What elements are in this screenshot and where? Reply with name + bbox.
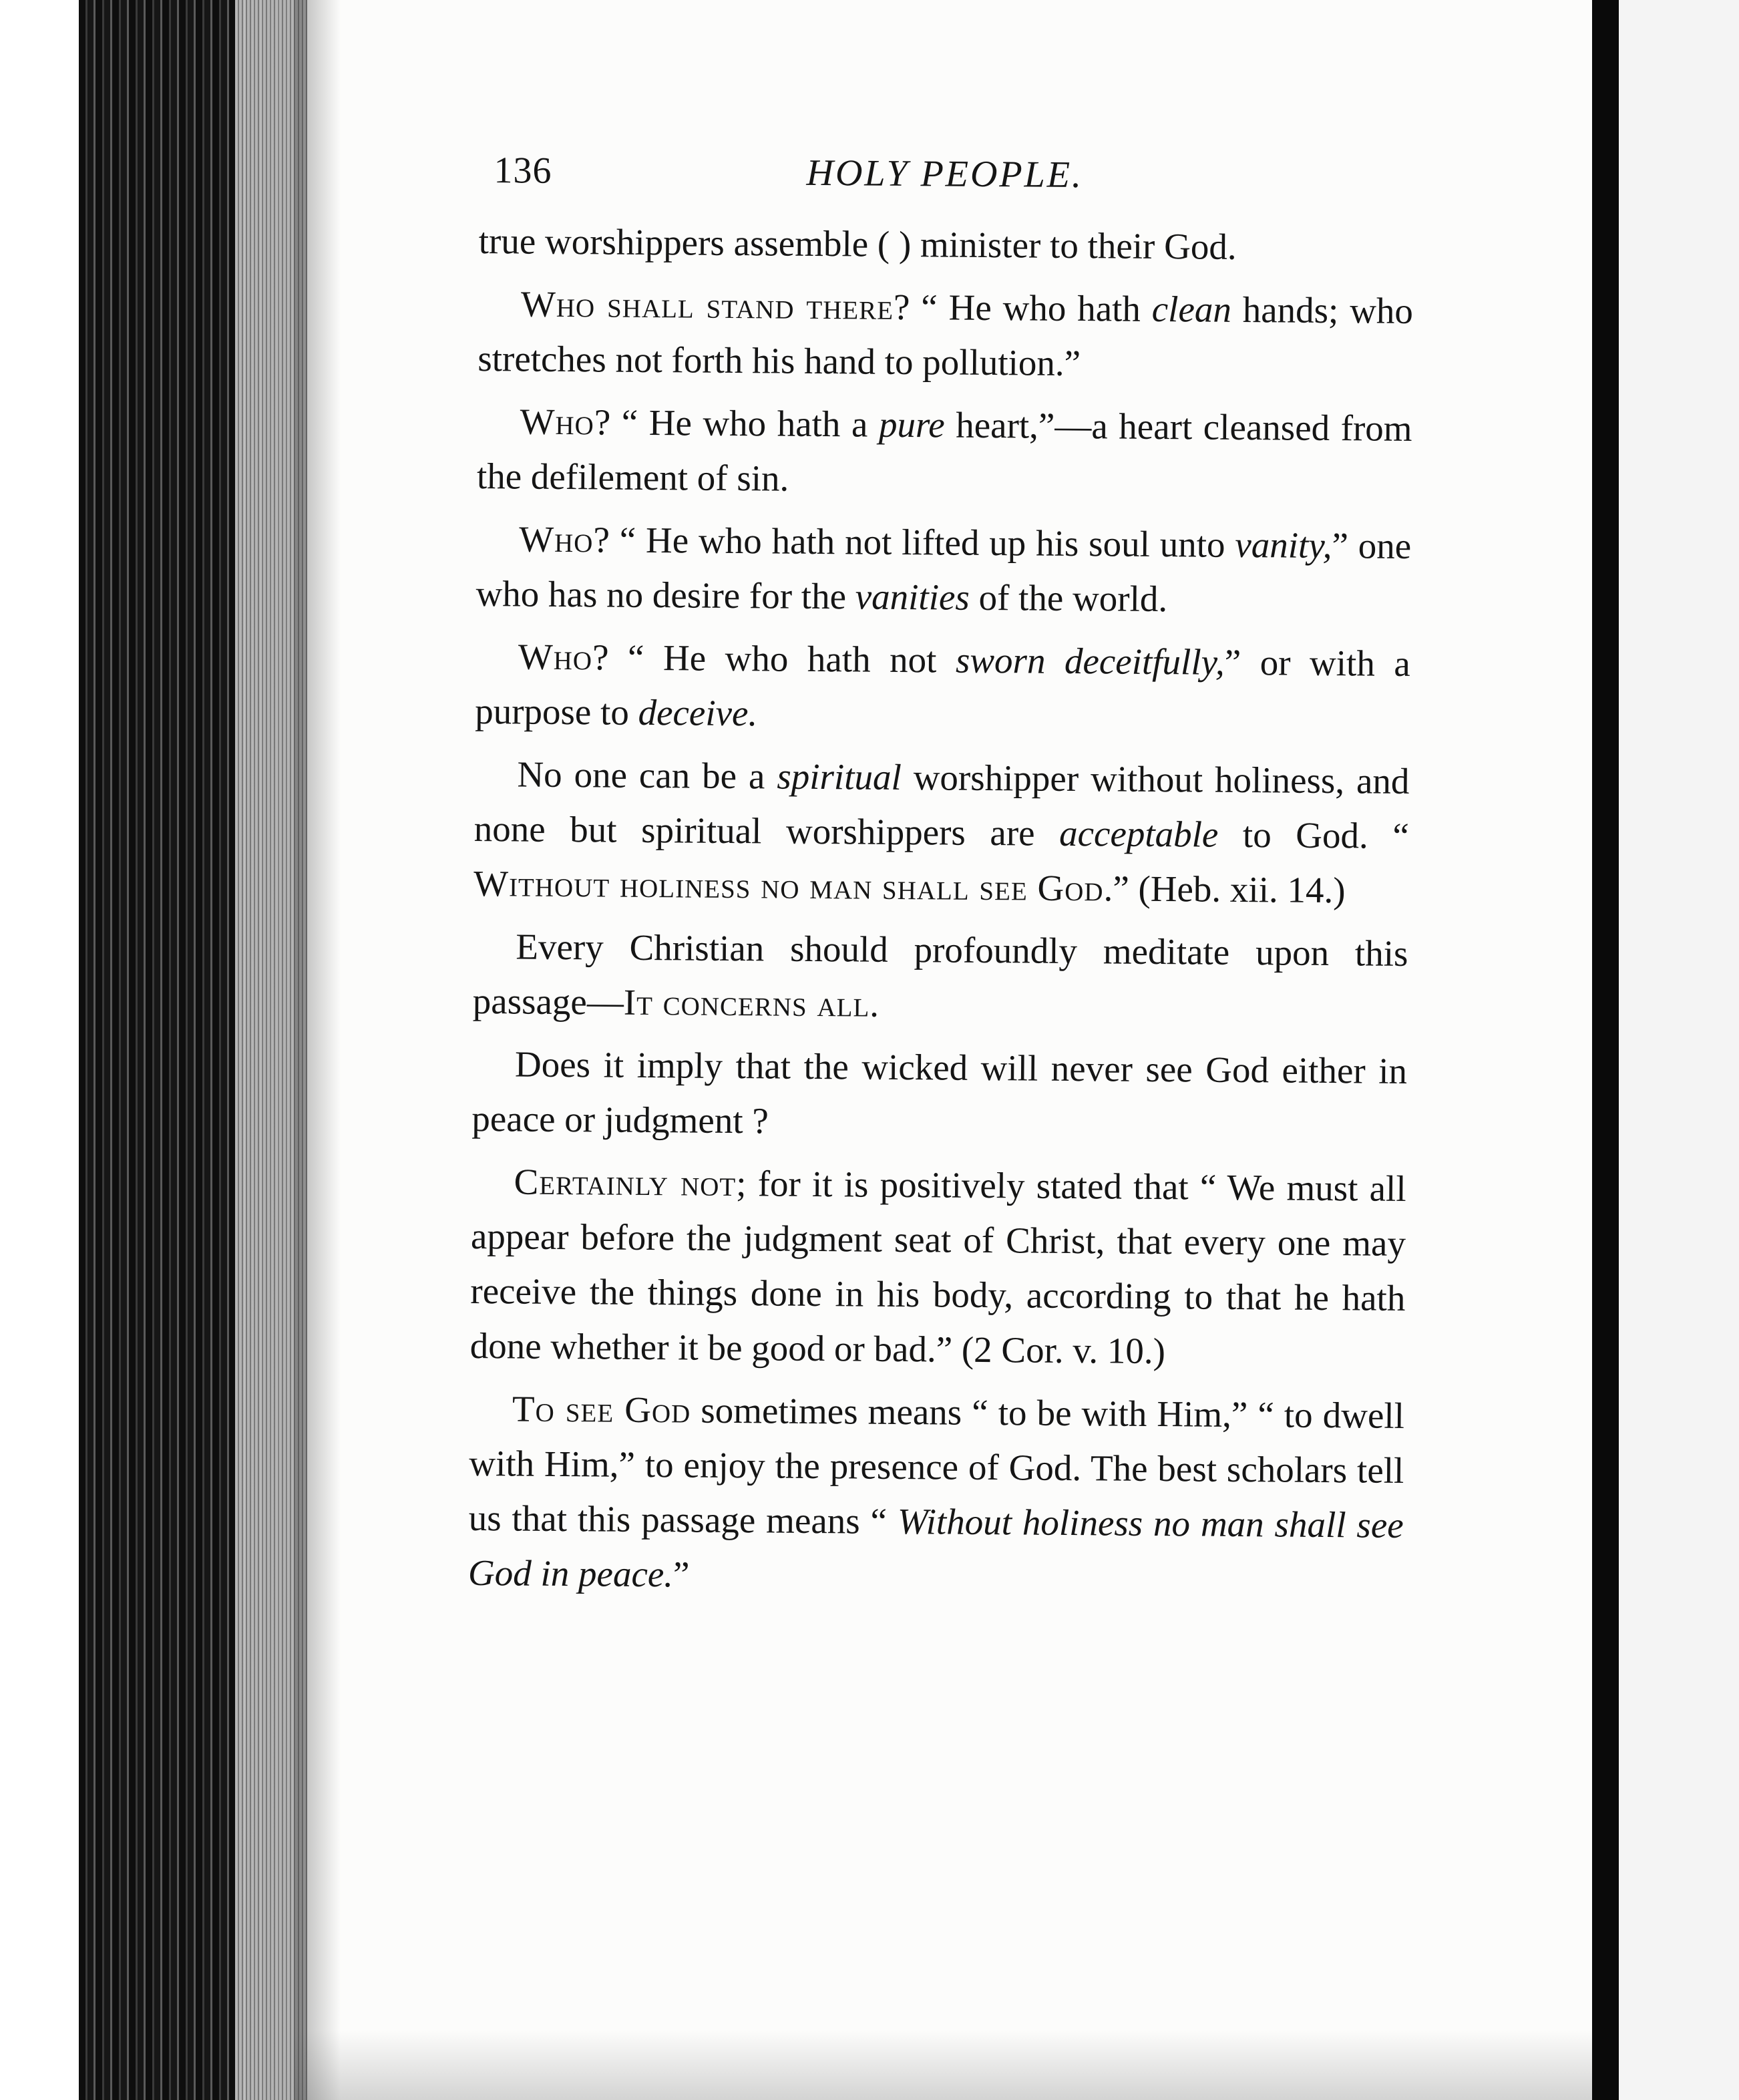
paragraph-1-text: ? “ He who hath xyxy=(893,286,1153,329)
small-caps-phrase: Who xyxy=(518,518,594,560)
italic-word: pure xyxy=(878,403,945,446)
small-caps-phrase: To see God xyxy=(512,1388,691,1431)
page-bottom-shadow xyxy=(294,2031,1596,2100)
paragraph-0-text: true worshippers assemble ( ) minister to their God. xyxy=(478,220,1237,267)
paragraph-1 xyxy=(477,277,1413,393)
paragraph-4 xyxy=(475,629,1410,746)
paragraph-3 xyxy=(475,512,1411,629)
small-caps-phrase: Without holiness no man shall see God xyxy=(473,862,1104,909)
paragraph-6-text-2: . xyxy=(870,983,880,1025)
paragraph-8-text: ; for it is positively stated that “ We must all appear before the judgment seat of Christ, that every one may receive the things done in his body, according to that he hath done whether it be good or bad.” (2 Cor. v. 10.) xyxy=(469,1163,1406,1372)
italic-sentence: Without holiness no man shall see God in peace. xyxy=(467,1500,1404,1595)
paragraph-2-text: ? “ He who hath a xyxy=(594,401,880,445)
italic-phrase: sworn deceitfully, xyxy=(955,639,1225,683)
facing-page xyxy=(1619,0,1739,2100)
paragraph-5-text-2: worshipper without holiness, and none but spiritual worshippers are xyxy=(473,756,1410,854)
paragraph-1-text-2: hands; who stretches not forth his hand to pollution.” xyxy=(477,289,1414,384)
paragraph-0 xyxy=(478,214,1414,276)
paragraph-4-text-2: ” or with a purpose to xyxy=(474,641,1411,733)
small-caps-phrase: Who xyxy=(518,636,593,678)
small-caps-phrase: It concerns all xyxy=(623,981,870,1025)
page-header xyxy=(479,134,1414,221)
text-block xyxy=(468,134,1414,1616)
paragraph-2 xyxy=(477,394,1412,511)
paragraph-9-text: sometimes means “ to be with Him,” “ to dwell with Him,” to enjoy the presence of God. The best scholars tell us that this passage means “ xyxy=(468,1389,1405,1542)
paragraph-5-text-4: .” (Heb. xii. 14.) xyxy=(1103,868,1346,911)
italic-word: vanities xyxy=(855,576,970,618)
small-caps-phrase: Who shall stand there xyxy=(520,283,894,327)
page-number: 136 xyxy=(494,150,552,192)
italic-word: deceive. xyxy=(638,691,758,734)
paragraph-3-text-3: of the world. xyxy=(969,576,1168,620)
paragraph-9 xyxy=(468,1381,1405,1608)
paragraph-6 xyxy=(472,919,1408,1036)
paragraph-5-text: No one can be a xyxy=(517,753,777,797)
running-title: HOLY PEOPLE. xyxy=(806,152,1084,196)
paragraph-3-text: ? “ He who hath not lifted up his soul unto xyxy=(593,519,1235,565)
paragraph-8 xyxy=(469,1154,1406,1381)
paragraph-6-text: Every Christian should profoundly meditate upon this passage— xyxy=(472,926,1408,1023)
paragraph-2-text-2: heart,”—a heart cleansed from the defilement of sin. xyxy=(476,404,1412,499)
facing-page-edge xyxy=(1592,0,1619,2100)
paragraph-3-text-2: ” one who has no desire for the xyxy=(475,525,1412,617)
paragraph-5 xyxy=(473,747,1410,918)
italic-word: spiritual xyxy=(777,755,902,798)
paragraph-5-text-3: to God. “ xyxy=(1218,814,1410,856)
paragraph-7-text: Does it imply that the wicked will never see God either in peace or judgment ? xyxy=(471,1043,1408,1142)
small-caps-phrase: Who xyxy=(520,401,595,443)
paragraph-9-text-2: ” xyxy=(672,1554,690,1595)
italic-word: acceptable xyxy=(1058,812,1219,855)
italic-word: clean xyxy=(1151,288,1232,330)
paragraph-7 xyxy=(471,1037,1407,1154)
small-caps-phrase: Certainly not xyxy=(514,1161,737,1204)
italic-word: vanity, xyxy=(1235,524,1332,566)
gutter-shadow xyxy=(294,0,341,2100)
paragraph-4-text: ? “ He who hath not xyxy=(592,637,956,681)
